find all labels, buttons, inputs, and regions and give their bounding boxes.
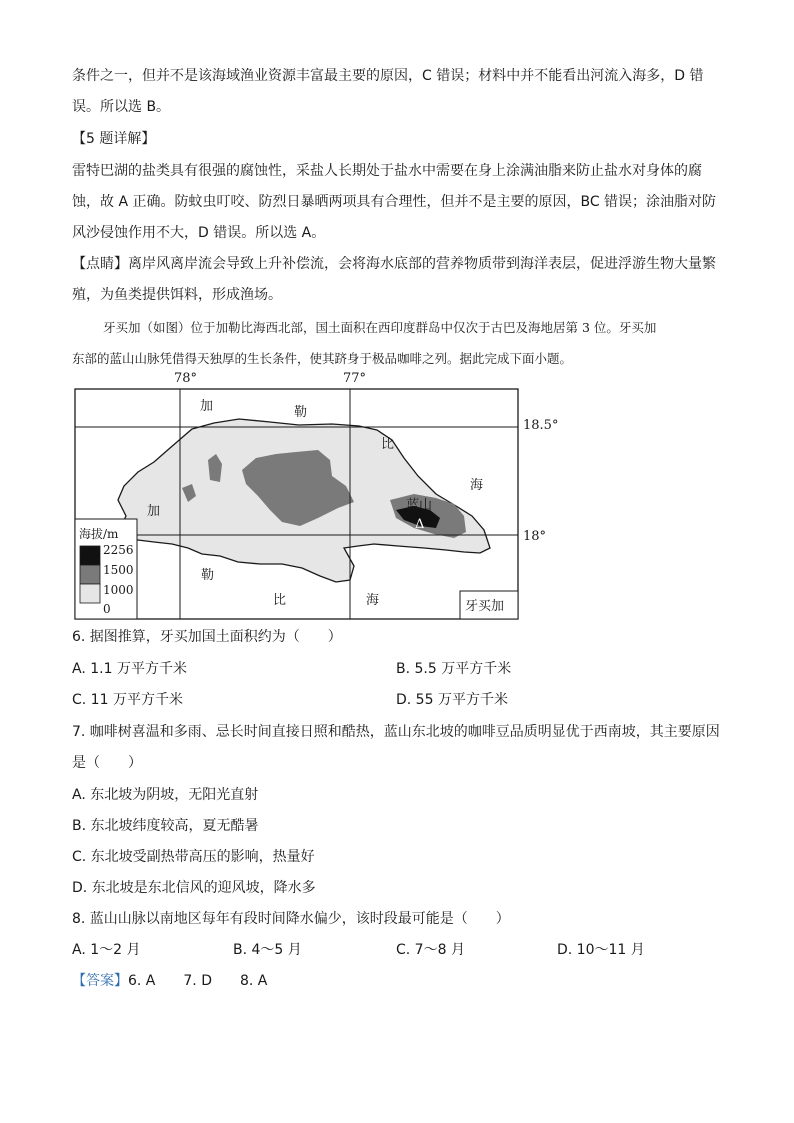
q8-option-d: D. 10～11 月 bbox=[557, 942, 645, 958]
sea-label-char: 加 bbox=[200, 399, 214, 414]
intro-line: 牙买加（如图）位于加勒比海西北部，国土面积在西印度群岛中仅次于古巴及海地居第 3 位。牙买加 bbox=[103, 320, 657, 335]
tip-line: 【点睛】离岸风离岸流会导致上升补偿流，会将海水底部的营养物质带到海洋表层，促进浮游生物大量繁 bbox=[72, 256, 716, 272]
sea-label-char: 加 bbox=[147, 504, 161, 519]
q6-option-a: A. 1.1 万平方千米 bbox=[72, 661, 187, 677]
explanation-line: 条件之一，但并不是该海域渔业资源丰富最主要的原因，C 错误；材料中并不能看出河流入海多，D 错 bbox=[72, 68, 704, 84]
q6-option-d: D. 55 万平方千米 bbox=[396, 692, 508, 708]
longitude-label: 77° bbox=[343, 371, 367, 386]
tip-line: 殖，为鱼类提供饵料，形成渔场。 bbox=[72, 287, 282, 303]
legend-swatch-mid bbox=[80, 565, 100, 584]
answer-line bbox=[72, 971, 267, 991]
explanation-line: 误。所以选 B。 bbox=[72, 99, 171, 115]
q5-heading: 【5 题详解】 bbox=[72, 131, 156, 147]
q5-explanation-line: 风沙侵蚀作用不大，D 错误。所以选 A。 bbox=[72, 225, 326, 241]
q5-explanation-line: 蚀，故 A 正确。防蚊虫叮咬、防烈日暴晒两项具有合理性，但并不是主要的原因，BC 错误；涂油脂对防 bbox=[72, 194, 717, 210]
legend-value: 0 bbox=[103, 602, 111, 616]
answer-tag: 【答案】 bbox=[72, 973, 128, 989]
answer-text: 6. A 7. D 8. A bbox=[128, 973, 268, 989]
q7-option-a: A. 东北坡为阴坡，无阳光直射 bbox=[72, 787, 259, 803]
intro-line: 东部的蓝山山脉凭借得天独厚的生长条件，使其跻身于极品咖啡之列。据此完成下面小题。 bbox=[72, 351, 573, 366]
legend-value: 1500 bbox=[103, 563, 134, 577]
peak-triangle-icon: Δ bbox=[415, 517, 425, 532]
legend-swatch-high bbox=[80, 546, 100, 565]
q7-stem: 是（ ） bbox=[72, 755, 142, 771]
q7-option-b: B. 东北坡纬度较高，夏无酷暑 bbox=[72, 818, 259, 834]
jamaica-map bbox=[74, 368, 594, 620]
sea-label-char: 海 bbox=[366, 593, 380, 608]
q8-option-b: B. 4～5 月 bbox=[233, 942, 302, 958]
legend-value: 2256 bbox=[103, 543, 134, 557]
latitude-label: 18° bbox=[523, 529, 547, 544]
q6-option-c: C. 11 万平方千米 bbox=[72, 692, 183, 708]
q8-option-c: C. 7～8 月 bbox=[396, 942, 465, 958]
sea-label-char: 比 bbox=[381, 437, 395, 452]
legend-value: 1000 bbox=[103, 583, 134, 597]
sea-label-char: 勒 bbox=[201, 568, 215, 583]
q6-stem: 6. 据图推算，牙买加国土面积约为（ ） bbox=[72, 629, 342, 645]
q8-stem: 8. 蓝山山脉以南地区每年有段时间降水偏少，该时段最可能是（ ） bbox=[72, 911, 510, 927]
longitude-label: 78° bbox=[174, 371, 198, 386]
blue-mountain-label: 蓝山 bbox=[406, 498, 433, 513]
q8-option-a: A. 1～2 月 bbox=[72, 942, 141, 958]
q7-option-c: C. 东北坡受副热带高压的影响，热量好 bbox=[72, 849, 315, 865]
q5-explanation-line: 雷特巴湖的盐类具有很强的腐蚀性，采盐人长期处于盐水中需要在身上涂满油脂来防止盐水对身体的腐 bbox=[72, 163, 702, 179]
latitude-label: 18.5° bbox=[523, 418, 559, 433]
country-label: 牙买加 bbox=[465, 599, 505, 614]
q7-option-d: D. 东北坡是东北信风的迎风坡，降水多 bbox=[72, 880, 316, 896]
sea-label-char: 海 bbox=[470, 478, 484, 493]
q6-option-b: B. 5.5 万平方千米 bbox=[396, 661, 512, 677]
sea-label-char: 勒 bbox=[294, 405, 308, 420]
legend-title: 海拔/m bbox=[79, 527, 119, 541]
legend-swatch-low bbox=[80, 584, 100, 603]
q7-stem: 7. 咖啡树喜温和多雨、忌长时间直接日照和酷热，蓝山东北坡的咖啡豆品质明显优于西南坡，其主要原因 bbox=[72, 724, 720, 740]
sea-label-char: 比 bbox=[273, 593, 287, 608]
